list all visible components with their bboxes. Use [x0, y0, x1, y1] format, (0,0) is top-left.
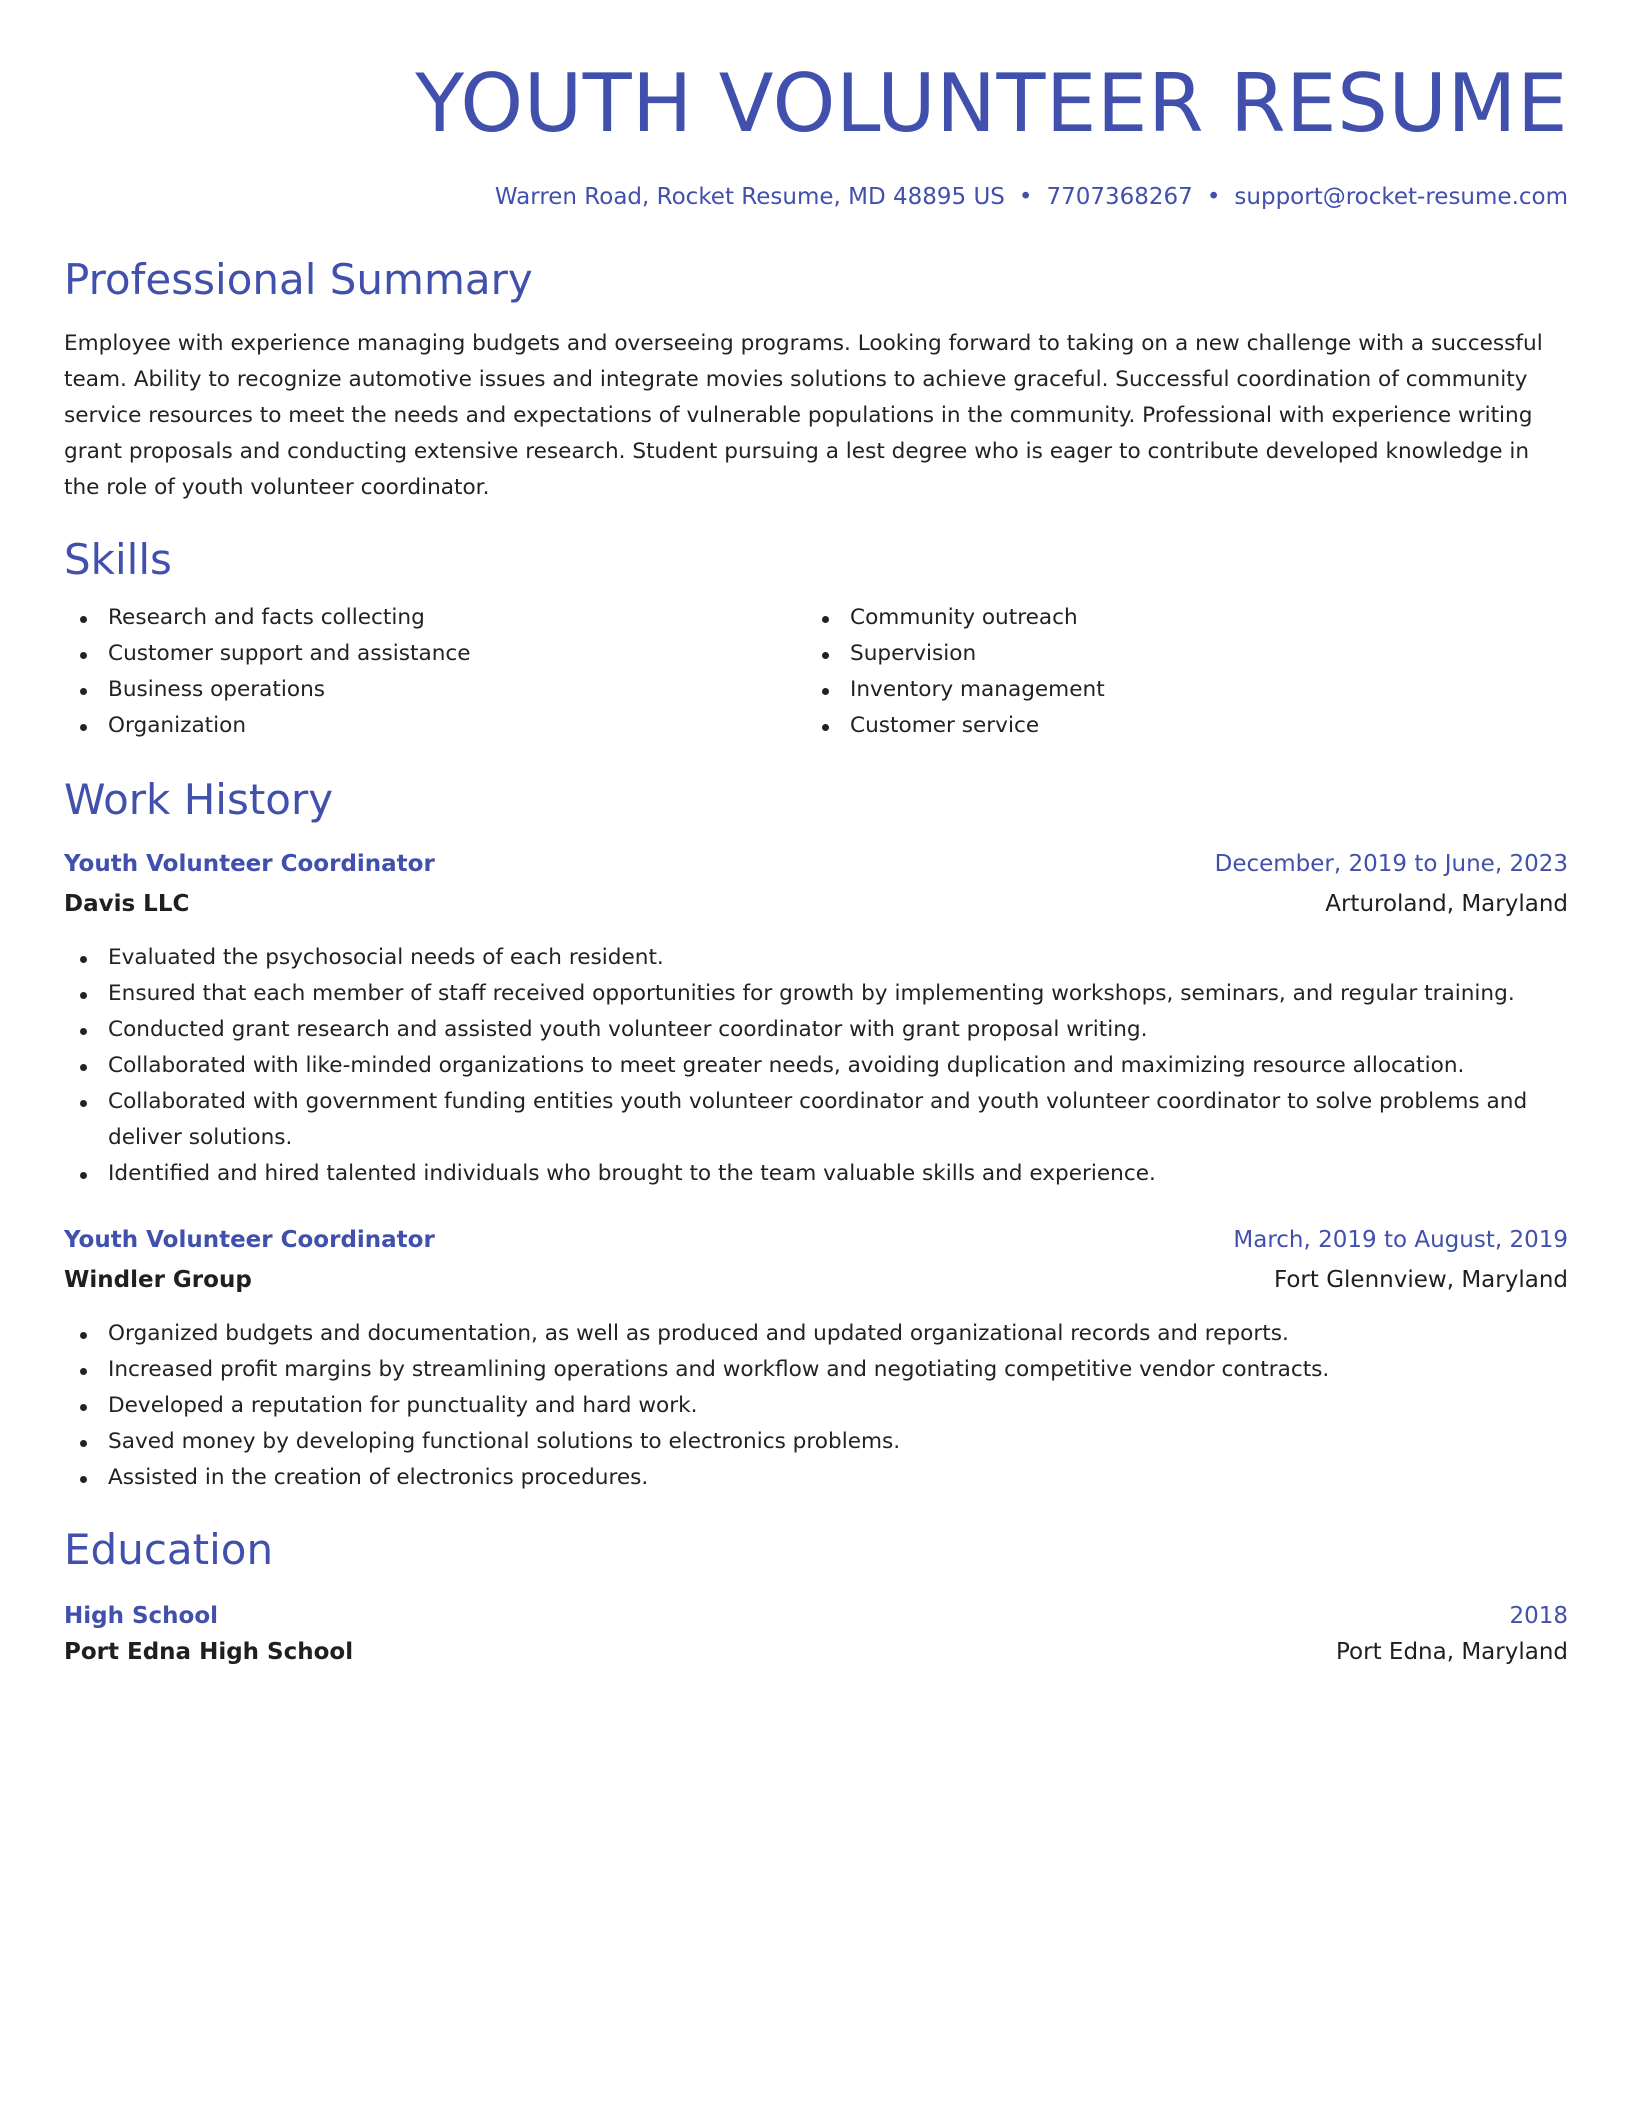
- skills-column-left: [64, 600, 806, 744]
- skill-item: Community outreach: [806, 600, 1548, 636]
- job-bullet: Organized budgets and documentation, as well as produced and updated organizational records and reports.: [64, 1316, 1568, 1352]
- job-bullets: [64, 940, 1568, 1192]
- job-title-row: [64, 848, 1568, 880]
- resume-title: YOUTH VOLUNTEER RESUME: [415, 57, 1568, 150]
- job-title: Youth Volunteer Coordinator: [64, 1227, 435, 1253]
- education-degree-row: [64, 1600, 1568, 1632]
- education-location: Port Edna, Maryland: [1336, 1639, 1568, 1665]
- education-school-row: [64, 1636, 1568, 1668]
- contact-address: Warren Road, Rocket Resume, MD 48895 US: [494, 184, 1005, 210]
- summary-text: Employee with experience managing budgets and overseeing programs. Looking forward to taking on a new challenge with a successful team. Ability to recognize automotive issues and integrate movies solutions to achieve graceful. Successful coordination of community service resources to meet the needs and expectations of vulnerable populations in the community. Professional with experience writing grant proposals and conducting extensive research. Student pursuing a lest degree who is eager to contribute developed knowledge in the role of youth volunteer coordinator.: [64, 331, 1543, 500]
- summary-heading: Professional Summary: [64, 255, 533, 304]
- education-school: Port Edna High School: [64, 1639, 354, 1665]
- job-bullet: Collaborated with government funding entities youth volunteer coordinator and youth volunteer coordinator to solve problems and deliver solutions.: [64, 1084, 1568, 1156]
- job-dates: March, 2019 to August, 2019: [1233, 1227, 1568, 1253]
- job-bullet: Conducted grant research and assisted youth volunteer coordinator with grant proposal writing.: [64, 1012, 1568, 1048]
- job-company: Davis LLC: [64, 891, 190, 917]
- education-entry: [64, 1600, 1568, 1668]
- contact-line: [64, 182, 1568, 212]
- skill-item: Customer service: [806, 708, 1548, 744]
- job-dates: December, 2019 to June, 2023: [1214, 851, 1568, 877]
- job-bullet: Collaborated with like-minded organizations to meet greater needs, avoiding duplication and maximizing resource allocation.: [64, 1048, 1568, 1084]
- job-bullet: Ensured that each member of staff received opportunities for growth by implementing workshops, seminars, and regular training.: [64, 976, 1568, 1012]
- job-company-row: [64, 1264, 1568, 1296]
- skill-item: Organization: [64, 708, 806, 744]
- skill-item: Supervision: [806, 636, 1548, 672]
- skills-list: [64, 600, 1568, 744]
- bullet-separator: •: [1206, 184, 1221, 210]
- job-bullet: Saved money by developing functional solutions to electronics problems.: [64, 1424, 1568, 1460]
- job-entry: [64, 1224, 1568, 1496]
- job-location: Fort Glennview, Maryland: [1273, 1267, 1568, 1293]
- skills-column-right: [806, 600, 1548, 744]
- skill-item: Inventory management: [806, 672, 1548, 708]
- skill-item: Research and facts collecting: [64, 600, 806, 636]
- contact-phone: 7707368267: [1046, 184, 1193, 210]
- job-bullet: Evaluated the psychosocial needs of each resident.: [64, 940, 1568, 976]
- contact-email: support@rocket-resume.com: [1234, 184, 1568, 210]
- job-bullet: Identified and hired talented individuals who brought to the team valuable skills and experience.: [64, 1156, 1568, 1192]
- skill-item: Customer support and assistance: [64, 636, 806, 672]
- job-bullet: Increased profit margins by streamlining operations and workflow and negotiating competitive vendor contracts.: [64, 1352, 1568, 1388]
- job-bullets: [64, 1316, 1568, 1496]
- work-history-heading: Work History: [64, 775, 334, 824]
- job-entry: [64, 848, 1568, 1192]
- skills-heading: Skills: [64, 535, 172, 584]
- education-degree: High School: [64, 1603, 219, 1629]
- job-bullet: Developed a reputation for punctuality and hard work.: [64, 1388, 1568, 1424]
- bullet-separator: •: [1018, 184, 1033, 210]
- job-location: Arturoland, Maryland: [1325, 891, 1568, 917]
- education-heading: Education: [64, 1525, 274, 1574]
- job-title: Youth Volunteer Coordinator: [64, 851, 435, 877]
- job-company-row: [64, 888, 1568, 920]
- skill-item: Business operations: [64, 672, 806, 708]
- job-title-row: [64, 1224, 1568, 1256]
- education-year: 2018: [1509, 1603, 1568, 1629]
- resume-page: [64, 48, 1568, 1668]
- job-company: Windler Group: [64, 1267, 252, 1293]
- job-bullet: Assisted in the creation of electronics procedures.: [64, 1460, 1568, 1496]
